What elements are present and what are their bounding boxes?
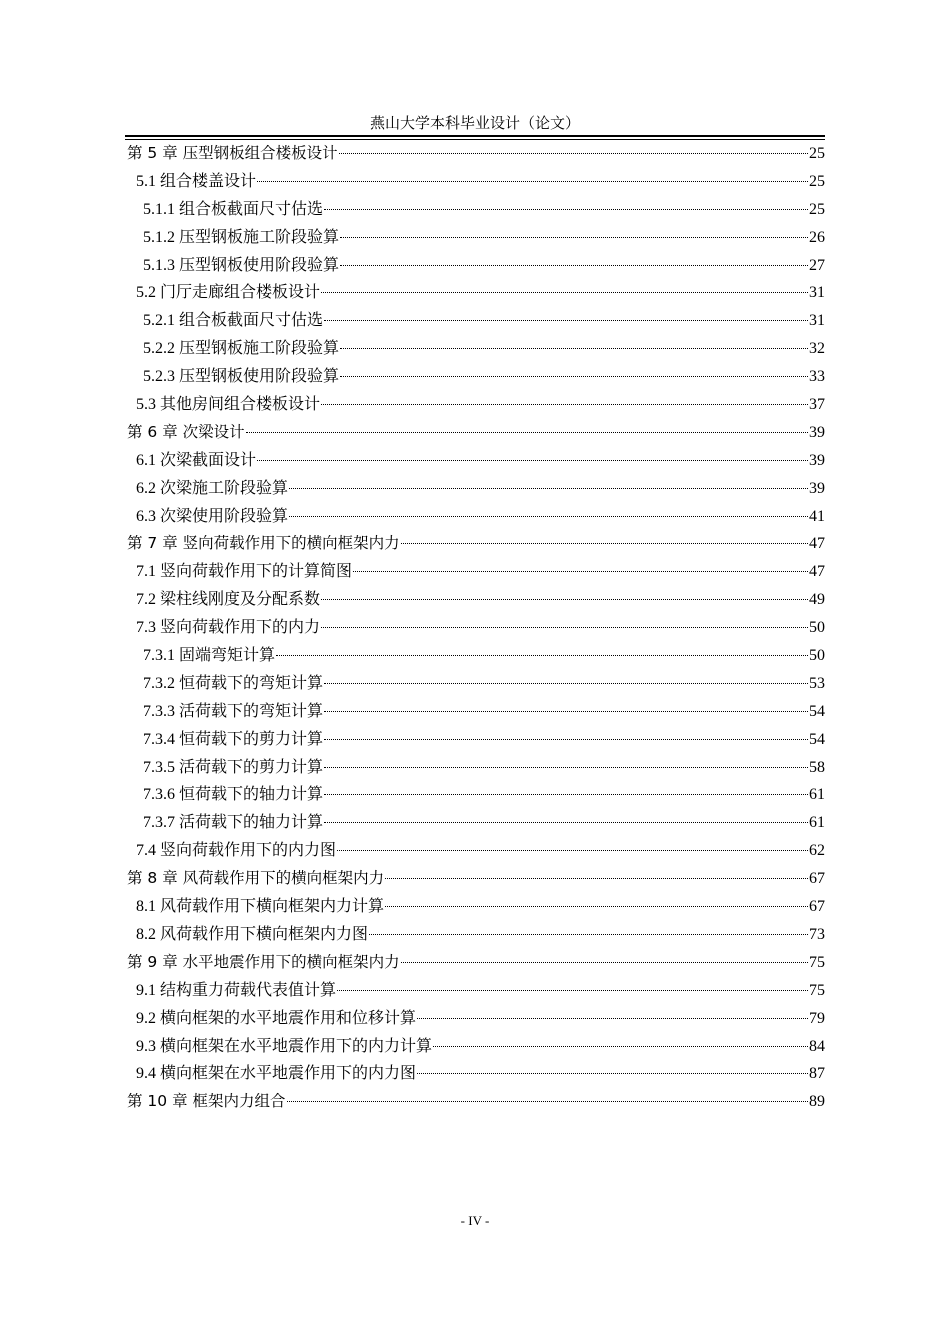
toc-chapter-entry[interactable] bbox=[125, 865, 825, 893]
toc-section-entry[interactable] bbox=[125, 642, 825, 670]
toc-dot-leader bbox=[401, 962, 808, 963]
toc-dot-leader bbox=[337, 990, 808, 991]
toc-section-entry[interactable] bbox=[125, 977, 825, 1005]
toc-entry-page: 75 bbox=[809, 953, 825, 971]
toc-dot-leader bbox=[340, 348, 808, 349]
toc-dot-leader bbox=[289, 488, 808, 489]
toc-dot-leader bbox=[385, 878, 808, 879]
toc-entry-title: 9.2 横向框架的水平地震作用和位移计算 bbox=[136, 1009, 417, 1027]
toc-dot-leader bbox=[339, 153, 808, 154]
toc-entry-page: 62 bbox=[809, 842, 825, 860]
toc-entry-title: 5.1.2 压型钢板施工阶段验算 bbox=[143, 228, 340, 246]
toc-dot-leader bbox=[324, 822, 808, 823]
toc-section-entry[interactable] bbox=[125, 307, 825, 335]
toc-dot-leader bbox=[337, 850, 808, 851]
table-of-contents bbox=[125, 140, 825, 1116]
toc-entry-page: 79 bbox=[809, 1009, 825, 1027]
toc-entry-title: 7.1 竖向荷载作用下的计算简图 bbox=[136, 563, 353, 581]
toc-entry-page: 73 bbox=[809, 925, 825, 943]
toc-entry-title: 5.3 其他房间组合楼板设计 bbox=[136, 396, 321, 414]
toc-section-entry[interactable] bbox=[125, 447, 825, 475]
toc-entry-title: 7.3.5 活荷载下的剪力计算 bbox=[143, 758, 324, 776]
toc-entry-page: 37 bbox=[809, 396, 825, 414]
toc-entry-title: 7.3.2 恒荷载下的弯矩计算 bbox=[143, 674, 324, 692]
toc-dot-leader bbox=[321, 292, 808, 293]
toc-entry-page: 54 bbox=[809, 702, 825, 720]
toc-section-entry[interactable] bbox=[125, 363, 825, 391]
toc-dot-leader bbox=[324, 209, 808, 210]
toc-dot-leader bbox=[340, 237, 808, 238]
toc-entry-page: 31 bbox=[809, 312, 825, 330]
toc-section-entry[interactable] bbox=[125, 335, 825, 363]
toc-section-entry[interactable] bbox=[125, 754, 825, 782]
toc-section-entry[interactable] bbox=[125, 475, 825, 503]
toc-entry-title: 第 10 章 框架内力组合 bbox=[127, 1092, 286, 1111]
toc-entry-title: 7.2 梁柱线刚度及分配系数 bbox=[136, 591, 321, 609]
toc-section-entry[interactable] bbox=[125, 614, 825, 642]
toc-entry-title: 8.1 风荷载作用下横向框架内力计算 bbox=[136, 898, 385, 916]
toc-entry-title: 9.4 横向框架在水平地震作用下的内力图 bbox=[136, 1065, 417, 1083]
toc-section-entry[interactable] bbox=[125, 224, 825, 252]
toc-entry-title: 7.3 竖向荷载作用下的内力 bbox=[136, 619, 321, 637]
toc-chapter-entry[interactable] bbox=[125, 1088, 825, 1116]
page-number: - IV - bbox=[460, 1213, 490, 1228]
toc-section-entry[interactable] bbox=[125, 1005, 825, 1033]
toc-entry-title: 8.2 风荷载作用下横向框架内力图 bbox=[136, 925, 369, 943]
toc-entry-page: 84 bbox=[809, 1037, 825, 1055]
toc-entry-page: 67 bbox=[809, 870, 825, 888]
toc-dot-leader bbox=[321, 599, 808, 600]
toc-section-entry[interactable] bbox=[125, 1033, 825, 1061]
toc-section-entry[interactable] bbox=[125, 1060, 825, 1088]
toc-entry-page: 41 bbox=[809, 507, 825, 525]
toc-entry-page: 47 bbox=[809, 563, 825, 581]
toc-entry-page: 49 bbox=[809, 591, 825, 609]
toc-section-entry[interactable] bbox=[125, 670, 825, 698]
toc-entry-page: 31 bbox=[809, 284, 825, 302]
toc-dot-leader bbox=[340, 376, 808, 377]
toc-entry-page: 67 bbox=[809, 898, 825, 916]
toc-entry-page: 50 bbox=[809, 619, 825, 637]
toc-entry-title: 7.3.3 活荷载下的弯矩计算 bbox=[143, 702, 324, 720]
toc-dot-leader bbox=[324, 739, 808, 740]
toc-entry-title: 7.4 竖向荷载作用下的内力图 bbox=[136, 842, 337, 860]
toc-entry-page: 27 bbox=[809, 256, 825, 274]
toc-entry-page: 89 bbox=[809, 1093, 825, 1111]
toc-entry-title: 7.3.4 恒荷载下的剪力计算 bbox=[143, 730, 324, 748]
toc-dot-leader bbox=[276, 655, 808, 656]
toc-dot-leader bbox=[246, 432, 808, 433]
toc-entry-title: 6.2 次梁施工阶段验算 bbox=[136, 479, 289, 497]
toc-entry-title: 7.3.1 固端弯矩计算 bbox=[143, 647, 276, 665]
toc-entry-title: 9.1 结构重力荷载代表值计算 bbox=[136, 981, 337, 999]
toc-section-entry[interactable] bbox=[125, 781, 825, 809]
toc-dot-leader bbox=[257, 181, 808, 182]
toc-entry-page: 50 bbox=[809, 647, 825, 665]
toc-dot-leader bbox=[289, 516, 808, 517]
toc-entry-page: 75 bbox=[809, 981, 825, 999]
toc-dot-leader bbox=[417, 1073, 808, 1074]
toc-dot-leader bbox=[324, 794, 808, 795]
toc-entry-title: 7.3.7 活荷载下的轴力计算 bbox=[143, 814, 324, 832]
toc-entry-page: 47 bbox=[809, 535, 825, 553]
header-rule-thick bbox=[125, 135, 825, 137]
toc-entry-title: 5.2.3 压型钢板使用阶段验算 bbox=[143, 368, 340, 386]
toc-entry-title: 6.3 次梁使用阶段验算 bbox=[136, 507, 289, 525]
toc-dot-leader bbox=[324, 711, 808, 712]
toc-dot-leader bbox=[417, 1018, 808, 1019]
toc-dot-leader bbox=[321, 627, 808, 628]
toc-section-entry[interactable] bbox=[125, 391, 825, 419]
toc-entry-title: 第 6 章 次梁设计 bbox=[127, 422, 245, 441]
toc-dot-leader bbox=[324, 320, 808, 321]
toc-entry-title: 7.3.6 恒荷载下的轴力计算 bbox=[143, 786, 324, 804]
toc-dot-leader bbox=[369, 934, 808, 935]
toc-section-entry[interactable] bbox=[125, 196, 825, 224]
toc-entry-title: 9.3 横向框架在水平地震作用下的内力计算 bbox=[136, 1037, 433, 1055]
toc-chapter-entry[interactable] bbox=[125, 530, 825, 558]
toc-entry-page: 39 bbox=[809, 423, 825, 441]
toc-entry-page: 87 bbox=[809, 1065, 825, 1083]
toc-section-entry[interactable] bbox=[125, 893, 825, 921]
toc-section-entry[interactable] bbox=[125, 698, 825, 726]
toc-entry-title: 5.2 门厅走廊组合楼板设计 bbox=[136, 284, 321, 302]
page-header-title: 燕山大学本科毕业设计（论文） bbox=[369, 116, 580, 132]
toc-entry-page: 26 bbox=[809, 228, 825, 246]
toc-entry-page: 61 bbox=[809, 786, 825, 804]
toc-chapter-entry[interactable] bbox=[125, 140, 825, 168]
toc-section-entry[interactable] bbox=[125, 726, 825, 754]
toc-dot-leader bbox=[385, 906, 808, 907]
toc-entry-title: 第 8 章 风荷载作用下的横向框架内力 bbox=[127, 869, 385, 888]
toc-entry-title: 5.2.1 组合板截面尺寸估选 bbox=[143, 312, 324, 330]
toc-dot-leader bbox=[353, 571, 808, 572]
toc-entry-page: 53 bbox=[809, 674, 825, 692]
toc-chapter-entry[interactable] bbox=[125, 419, 825, 447]
toc-entry-page: 61 bbox=[809, 814, 825, 832]
toc-section-entry[interactable] bbox=[125, 809, 825, 837]
toc-entry-title: 第 7 章 竖向荷载作用下的横向框架内力 bbox=[127, 534, 400, 553]
toc-entry-page: 25 bbox=[809, 200, 825, 218]
toc-section-entry[interactable] bbox=[125, 279, 825, 307]
toc-dot-leader bbox=[401, 543, 808, 544]
toc-entry-page: 54 bbox=[809, 730, 825, 748]
toc-section-entry[interactable] bbox=[125, 558, 825, 586]
toc-dot-leader bbox=[324, 683, 808, 684]
toc-dot-leader bbox=[340, 265, 808, 266]
toc-dot-leader bbox=[324, 767, 808, 768]
toc-entry-page: 39 bbox=[809, 451, 825, 469]
toc-entry-page: 39 bbox=[809, 479, 825, 497]
toc-entry-title: 5.1.3 压型钢板使用阶段验算 bbox=[143, 256, 340, 274]
toc-entry-page: 32 bbox=[809, 340, 825, 358]
toc-entry-page: 25 bbox=[809, 172, 825, 190]
toc-entry-title: 5.1.1 组合板截面尺寸估选 bbox=[143, 200, 324, 218]
toc-dot-leader bbox=[287, 1101, 808, 1102]
toc-section-entry[interactable] bbox=[125, 503, 825, 531]
toc-section-entry[interactable] bbox=[125, 586, 825, 614]
toc-entry-title: 5.2.2 压型钢板施工阶段验算 bbox=[143, 340, 340, 358]
toc-dot-leader bbox=[257, 460, 808, 461]
toc-dot-leader bbox=[321, 404, 808, 405]
toc-entry-title: 6.1 次梁截面设计 bbox=[136, 451, 257, 469]
toc-entry-page: 58 bbox=[809, 758, 825, 776]
toc-section-entry[interactable] bbox=[125, 252, 825, 280]
toc-section-entry[interactable] bbox=[125, 837, 825, 865]
toc-section-entry[interactable] bbox=[125, 168, 825, 196]
toc-entry-title: 5.1 组合楼盖设计 bbox=[136, 172, 257, 190]
toc-entry-title: 第 5 章 压型钢板组合楼板设计 bbox=[127, 144, 338, 162]
toc-entry-page: 33 bbox=[809, 368, 825, 386]
toc-dot-leader bbox=[433, 1046, 808, 1047]
toc-entry-title: 第 9 章 水平地震作用下的横向框架内力 bbox=[127, 952, 400, 971]
toc-section-entry[interactable] bbox=[125, 921, 825, 949]
toc-entry-page: 25 bbox=[809, 145, 825, 162]
toc-chapter-entry[interactable] bbox=[125, 949, 825, 977]
